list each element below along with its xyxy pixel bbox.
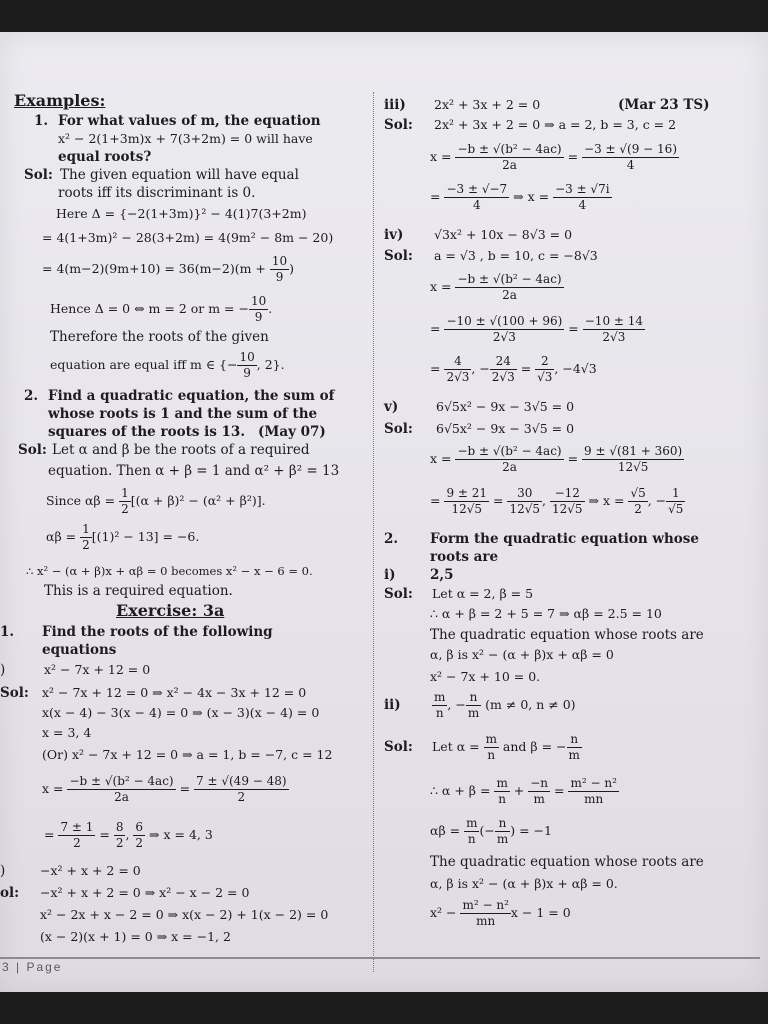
example-2-sol-line-5: ∴ x² − (α + β)x + αβ = 0 becomes x² − x − 6 = 0. bbox=[26, 564, 313, 578]
part-iii-line-3: = $\frac{-3 \pm √-7}{4}$ ⇒ x = $\frac{-3 \pm √7i}{4}$ bbox=[430, 182, 610, 212]
part-iv-line-3: = $\frac{-10 \pm √(100 + 96)}{2√3}$ = $\frac{-10 \pm 14}{2√3}$ bbox=[430, 314, 644, 344]
part-iv-label: iv) bbox=[384, 227, 404, 243]
part-v-label: v) bbox=[384, 399, 399, 415]
exercise-heading: Exercise: 3a bbox=[116, 601, 225, 620]
question-2-number: 2. bbox=[384, 531, 399, 547]
part-iv-equation: √3x² + 10x − 8√3 = 0 bbox=[434, 227, 573, 242]
part-iv-sol-label: Sol: bbox=[384, 248, 413, 264]
part-v-line-3: = $\frac{9 \pm 21}{12√5}$ = $\frac{30}{12√5}$ , $\frac{-12}{12√5}$ ⇒ x = $\frac{√5}{2}$ , − $\frac{1}{√5}$ bbox=[430, 486, 684, 516]
question-2-part-i-label: i) bbox=[384, 567, 396, 583]
exercise-part-ii-label: ) bbox=[0, 863, 6, 879]
question-2-part-i-sol-label: Sol: bbox=[384, 586, 413, 602]
exercise-part-i-line-4: (Or) x² − 7x + 12 = 0 ⇒ a = 1, b = −7, c = 12 bbox=[42, 747, 333, 762]
examples-heading: Examples: bbox=[14, 91, 106, 110]
example-2-sol-label: Sol: bbox=[18, 442, 47, 458]
exercise-q1-line-2: equations bbox=[42, 642, 117, 658]
example-1-sol-line-4: = 4(1+3m)² − 28(3+2m) = 4(9m² − 8m − 20) bbox=[42, 230, 334, 245]
part-v-sol-label: Sol: bbox=[384, 421, 413, 437]
part-iii-equation: 2x² + 3x + 2 = 0 bbox=[434, 97, 541, 112]
example-2-question-line-2: whose roots is 1 and the sum of the bbox=[48, 406, 318, 422]
part-iv-line-1: a = √3 , b = 10, c = −8√3 bbox=[434, 248, 598, 263]
example-1-sol-line-6: Hence Δ = 0 ⇔ m = 2 or m = − $\frac{10}{9}$ . bbox=[50, 294, 273, 324]
part-iii-line-2: x = $\frac{\text{−b ± √(b² − 4ac)}}{2a}$ = $\frac{-3 \pm √(9 - 16)}{4}$ bbox=[430, 142, 678, 172]
exercise-part-i-line-5: x = $\frac{\text{−b ± √(b² − 4ac)}}{2a}$ = $\frac{7 \pm √(49 - 48)}{2}$ bbox=[42, 774, 287, 804]
example-2-sol-line-6: This is a required equation. bbox=[44, 583, 233, 599]
example-2-sol-line-1: Let α and β be the roots of a required bbox=[52, 442, 310, 458]
example-1-question-line-1: For what values of m, the equation bbox=[58, 113, 321, 129]
part-v-line-2: x = $\frac{\text{−b ± √(b² − 4ac)}}{2a}$ = $\frac{9 \pm √(81 + 360)}{12√5}$ bbox=[430, 444, 683, 474]
example-2-question-line-1: Find a quadratic equation, the sum of bbox=[48, 388, 335, 404]
exercise-part-i-line-1: x² − 7x + 12 = 0 ⇒ x² − 4x − 3x + 12 = 0 bbox=[42, 685, 307, 700]
column-divider bbox=[373, 92, 374, 972]
example-1-sol-line-3: Here Δ = {−2(1+3m)}² − 4(1)7(3+2m) bbox=[56, 206, 307, 221]
example-2-number: 2. bbox=[24, 388, 39, 404]
question-2-part-ii-line-5: α, β is x² − (α + β)x + αβ = 0. bbox=[430, 876, 618, 891]
part-iii-sol-label: Sol: bbox=[384, 117, 413, 133]
part-iii-line-1: 2x² + 3x + 2 = 0 ⇒ a = 2, b = 3, c = 2 bbox=[434, 117, 677, 132]
exercise-part-i-label: ) bbox=[0, 662, 6, 678]
part-v-equation: 6√5x² − 9x − 3√5 = 0 bbox=[436, 399, 575, 414]
example-1-sol-line-2: roots iff its discriminant is 0. bbox=[58, 185, 256, 201]
exercise-part-i-line-6: = $\frac{7 \pm 1}{2}$ = $\frac{8}{2}$ , $\frac{6}{2}$ ⇒ x = 4, 3 bbox=[44, 820, 213, 850]
question-2-part-i-line-5: x² − 7x + 10 = 0. bbox=[430, 669, 541, 684]
example-2-sol-line-2: equation. Then α + β = 1 and α² + β² = 13 bbox=[48, 463, 340, 479]
example-1-sol-line-8: equation are equal iff m ∈ {− $\frac{10}{9}$ , 2}. bbox=[50, 350, 285, 380]
example-1-question-line-2: x² − 2(1+3m)x + 7(3+2m) = 0 will have bbox=[58, 131, 313, 146]
textbook-page bbox=[0, 32, 768, 992]
exercise-part-ii-sol-label: ol: bbox=[0, 885, 20, 901]
part-iii-label: iii) bbox=[384, 97, 406, 113]
exercise-part-ii-equation: −x² + x + 2 = 0 bbox=[40, 863, 141, 878]
exercise-part-ii-line-3: (x − 2)(x + 1) = 0 ⇒ x = −1, 2 bbox=[40, 929, 231, 944]
question-2-part-ii-label: ii) bbox=[384, 697, 401, 713]
example-2-source-tag: (May 07) bbox=[258, 424, 326, 440]
question-2-part-i-line-3: The quadratic equation whose roots are bbox=[430, 627, 704, 643]
exercise-q1-number: 1. bbox=[0, 624, 15, 640]
question-2-line-1: Form the quadratic equation whose bbox=[430, 531, 699, 547]
exercise-part-i-line-2: x(x − 4) − 3(x − 4) = 0 ⇒ (x − 3)(x − 4) = 0 bbox=[42, 705, 320, 720]
example-1-question-line-3: equal roots? bbox=[58, 149, 152, 165]
example-1-sol-line-7: Therefore the roots of the given bbox=[50, 329, 269, 345]
question-2-part-i-line-4: α, β is x² − (α + β)x + αβ = 0 bbox=[430, 647, 614, 662]
question-2-line-2: roots are bbox=[430, 549, 499, 565]
footer-rule bbox=[0, 957, 760, 959]
question-2-part-ii-roots: $\frac{m}{n}$ , − $\frac{n}{m}$ (m ≠ 0, n ≠ 0) bbox=[434, 690, 576, 720]
example-2-question-line-3: squares of the roots is 13. bbox=[48, 424, 246, 440]
question-2-part-i-line-2: ∴ α + β = 2 + 5 = 7 ⇒ αβ = 2.5 = 10 bbox=[430, 606, 662, 621]
example-1-number: 1. bbox=[34, 113, 49, 129]
example-2-sol-line-3: Since αβ = $\frac{1}{2}$ [(α + β)² − (α² + β²)]. bbox=[46, 486, 266, 516]
page-number: 3 | Page bbox=[2, 960, 63, 974]
question-2-part-ii-sol-label: Sol: bbox=[384, 739, 413, 755]
exercise-part-i-line-3: x = 3, 4 bbox=[42, 725, 92, 740]
example-1-sol-line-1: The given equation will have equal bbox=[60, 167, 299, 183]
question-2-part-i-value: 2,5 bbox=[430, 567, 454, 583]
question-2-part-i-line-1: Let α = 2, β = 5 bbox=[432, 586, 534, 601]
exercise-q1-line-1: Find the roots of the following bbox=[42, 624, 273, 640]
question-2-part-ii-line-2: ∴ α + β = $\frac{m}{n}$ + $\frac{-n}{m}$ = $\frac{\text{m² − n²}}{mn}$ bbox=[430, 776, 617, 806]
question-2-part-ii-line-3: αβ = $\frac{m}{n}$ (− $\frac{n}{m}$ ) = −1 bbox=[430, 816, 552, 846]
example-2-sol-line-4: αβ = $\frac{1}{2}$ [(1)² − 13] = −6. bbox=[46, 522, 200, 552]
exercise-part-i-equation: x² − 7x + 12 = 0 bbox=[44, 662, 151, 677]
exercise-part-ii-line-1: −x² + x + 2 = 0 ⇒ x² − x − 2 = 0 bbox=[40, 885, 250, 900]
question-2-part-ii-line-4: The quadratic equation whose roots are bbox=[430, 854, 704, 870]
part-iv-line-4: = $\frac{4}{2√3}$ , − $\frac{24}{2√3}$ = $\frac{2}{√3}$ , −4√3 bbox=[430, 354, 597, 384]
exercise-part-ii-line-2: x² − 2x + x − 2 = 0 ⇒ x(x − 2) + 1(x − 2) = 0 bbox=[40, 907, 329, 922]
example-1-sol-label: Sol: bbox=[24, 167, 53, 183]
example-1-sol-line-5: = 4(m−2)(9m+10) = 36(m−2)(m + $\frac{10}{9}$ ) bbox=[42, 254, 295, 284]
part-iv-line-2: x = $\frac{\text{−b ± √(b² − 4ac)}}{2a}$ bbox=[430, 272, 562, 302]
question-2-part-ii-line-6: x² − $\frac{\text{m² − n²}}{mn}$ x − 1 = 0 bbox=[430, 898, 571, 928]
exercise-part-i-sol-label: Sol: bbox=[0, 685, 29, 701]
question-2-part-ii-line-1: Let α = $\frac{m}{n}$ and β = − $\frac{n}{m}$ bbox=[432, 732, 580, 762]
part-v-line-1: 6√5x² − 9x − 3√5 = 0 bbox=[436, 421, 575, 436]
part-iii-source-tag: (Mar 23 TS) bbox=[618, 97, 710, 113]
